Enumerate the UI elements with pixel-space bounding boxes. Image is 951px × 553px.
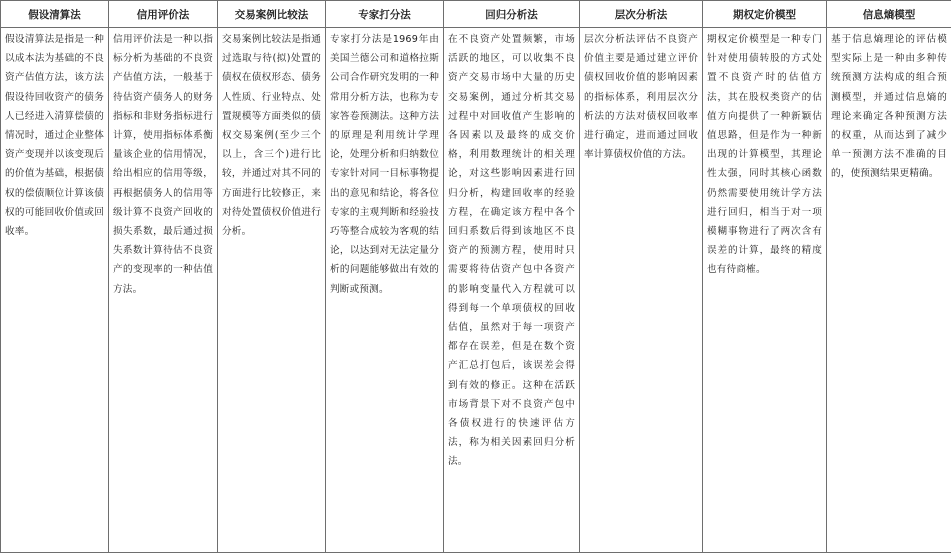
header-information-entropy-model: 信息熵模型 bbox=[827, 1, 951, 28]
header-regression-analysis-method: 回归分析法 bbox=[444, 1, 580, 28]
cell-expert-scoring-method: 专家打分法是1969年由美国兰德公司和道格拉斯公司合作研究发明的一种常用分析方法，也称为专家答卷预测法。这种方法的原理是利用统计学理论，处理分析和归纳数位专家针对同一目标事物提出的意见和结论，将各位专家的主观判断和经验技巧等整合成较为客观的结论，以达到对无法定量分析的问题能够做出有效的判断或预测。 bbox=[326, 28, 444, 553]
cell-liquidation-method: 假设清算法是指是一种以成本法为基础的不良资产估值方法，该方法假设待回收资产的债务人已经进入清算偿债的情况时，通过企业整体资产变现并以该变现后的价值为基础，根据债权的偿债顺位计算该债权的可能回收价值或回收率。 bbox=[1, 28, 109, 553]
cell-information-entropy-model: 基于信息熵理论的评估模型实际上是一种由多种传统预测方法构成的组合预测模型，并通过信息熵的理论来确定各种预测方法的权重，从而达到了减少单一预测方法不准确的目的，使预测结果更精确。 bbox=[827, 28, 951, 553]
table-header-row bbox=[1, 1, 951, 28]
cell-credit-evaluation-method: 信用评价法是一种以指标分析为基础的不良资产估值方法，一般基于待估资产债务人的财务指标和非财务指标进行计算，使用指标体系衡量该企业的信用情况，给出相应的信用等级，再根据债务人的信用等级计算不良资产回收的损失系数，最后通过损失系数计算待估不良资产的变现率的一种估值方法。 bbox=[109, 28, 218, 553]
header-transaction-comparison-method: 交易案例比较法 bbox=[218, 1, 326, 28]
header-liquidation-method: 假设清算法 bbox=[1, 1, 109, 28]
table-row bbox=[1, 28, 951, 553]
cell-transaction-comparison-method: 交易案例比较法是指通过选取与待(拟)处置的债权在债权形态、债务人性质、行业特点、处置规模等方面类似的债权交易案例(至少三个以上，含三个)进行比较，并通过对其不同的方面进行比较修正，来对待处置债权价值进行分析。 bbox=[218, 28, 326, 553]
cell-regression-analysis-method: 在不良资产处置频繁，市场活跃的地区，可以收集不良资产交易市场中大量的历史交易案例，通过分析其交易过程中对回收值产生影响的各因素以及最终的成交价格，利用数理统计的相关理论，对这些影响因素进行回归分析，构建回收率的经验方程，在确定该方程中各个回归系数后得到该地区不良资产的预测方程，使用时只需要将待估资产包中各资产的影响变量代入方程就可以得到每一个单项债权的回收估值，虽然对于每一项资产都存在误差，但是在数个资产汇总打包后，该误差会得到有效的修正。这种在活跃市场背景下对不良资产包中各债权进行的快速评估方法，称为相关因素回归分析法。 bbox=[444, 28, 580, 553]
header-expert-scoring-method: 专家打分法 bbox=[326, 1, 444, 28]
header-credit-evaluation-method: 信用评价法 bbox=[109, 1, 218, 28]
header-option-pricing-model: 期权定价模型 bbox=[703, 1, 827, 28]
cell-option-pricing-model: 期权定价模型是一种专门针对使用债转股的方式处置不良资产时的估值方法，其在股权类资产的估值方向提供了一种新颖估值思路，但是作为一种新出现的计算模型，其理论性太强，同时其核心函数仍然需要使用统计学方法进行回归，相当于对一项模糊事物进行了两次含有误差的计算，最终的精度也有待商榷。 bbox=[703, 28, 827, 553]
cell-analytic-hierarchy-method: 层次分析法评估不良资产价值主要是通过建立评价债权回收价值的影响因素的指标体系，利用层次分析法的方法对债权回收率进行确定，进而通过回收率计算债权价值的方法。 bbox=[580, 28, 703, 553]
header-analytic-hierarchy-method: 层次分析法 bbox=[580, 1, 703, 28]
